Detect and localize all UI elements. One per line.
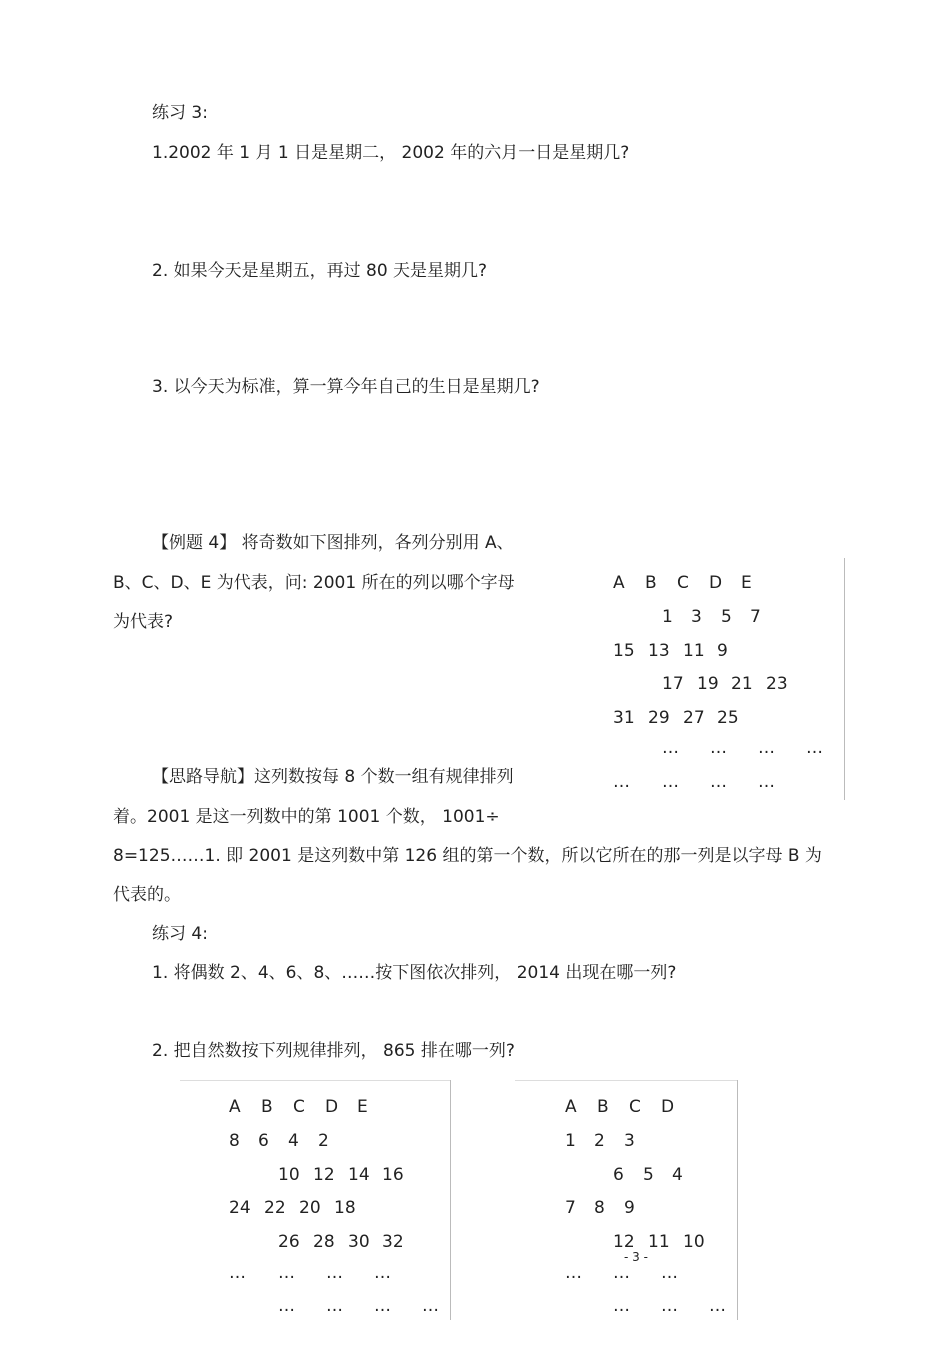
page-number: - 3 -: [624, 1250, 648, 1264]
table-cell: 20: [299, 1198, 321, 1218]
col-header-b: B: [261, 1097, 273, 1117]
table-cell: …: [661, 1263, 678, 1283]
table-cell: 24: [229, 1198, 251, 1218]
guide-line-4: 代表的。: [113, 885, 181, 905]
practice4-heading: 练习 4:: [152, 924, 208, 944]
table-cell: 28: [313, 1232, 335, 1252]
table-cell: 6: [613, 1165, 624, 1185]
table-cell: …: [613, 772, 630, 792]
col-header-e: E: [741, 573, 752, 593]
table-cell: 9: [624, 1198, 635, 1218]
table-cell: 15: [613, 641, 635, 661]
col-header-a: A: [613, 573, 625, 593]
col-header-a: A: [565, 1097, 577, 1117]
table-cell: …: [662, 738, 679, 758]
table-cell: 29: [648, 708, 670, 728]
table-cell: …: [229, 1263, 246, 1283]
table-cell: 5: [721, 607, 732, 627]
table-cell: 16: [382, 1165, 404, 1185]
table-cell: …: [613, 1263, 630, 1283]
table-cell: …: [709, 1296, 726, 1316]
table-cell: 9: [717, 641, 728, 661]
table-cell: 1: [565, 1131, 576, 1151]
table-cell: 3: [691, 607, 702, 627]
table-cell: …: [374, 1296, 391, 1316]
table-cell: 10: [278, 1165, 300, 1185]
table-cell: …: [661, 1296, 678, 1316]
table-cell: 11: [683, 641, 705, 661]
table-cell: …: [662, 772, 679, 792]
table-cell: …: [278, 1263, 295, 1283]
table-cell: 5: [643, 1165, 654, 1185]
table-cell: …: [758, 738, 775, 758]
table-cell: 18: [334, 1198, 356, 1218]
col-header-b: B: [645, 573, 657, 593]
table-cell: 14: [348, 1165, 370, 1185]
table-cell: 19: [697, 674, 719, 694]
table-cell: 30: [348, 1232, 370, 1252]
table-cell: 7: [750, 607, 761, 627]
practice3-question-2: 2. 如果今天是星期五，再过 80 天是星期几?: [152, 261, 488, 281]
table-cell: 23: [766, 674, 788, 694]
right-table-top-border: [515, 1080, 737, 1081]
example4-line-1: 【例题 4】 将奇数如下图排列，各列分别用 A、: [152, 533, 514, 553]
table-cell: 8: [229, 1131, 240, 1151]
col-header-c: C: [677, 573, 689, 593]
table-cell: …: [422, 1296, 439, 1316]
practice3-question-1: 1.2002 年 1 月 1 日是星期二， 2002 年的六月一日是星期几?: [152, 143, 630, 163]
table-cell: …: [374, 1263, 391, 1283]
table-cell: 25: [717, 708, 739, 728]
table-cell: …: [710, 738, 727, 758]
table-cell: 4: [288, 1131, 299, 1151]
col-header-a: A: [229, 1097, 241, 1117]
table-cell: …: [613, 1296, 630, 1316]
table-cell: 10: [683, 1232, 705, 1252]
table-cell: 13: [648, 641, 670, 661]
col-header-c: C: [293, 1097, 305, 1117]
guide-line-1: 【思路导航】这列数按每 8 个数一组有规律排列: [152, 767, 514, 787]
table-cell: 27: [683, 708, 705, 728]
right-table-right-border: [737, 1080, 738, 1320]
table-cell: 8: [594, 1198, 605, 1218]
table-cell: …: [565, 1263, 582, 1283]
table-cell: 3: [624, 1131, 635, 1151]
table-cell: 32: [382, 1232, 404, 1252]
table-cell: 1: [662, 607, 673, 627]
table-cell: …: [806, 738, 823, 758]
table-cell: …: [326, 1263, 343, 1283]
table-cell: 11: [648, 1232, 670, 1252]
col-header-e: E: [357, 1097, 368, 1117]
table-cell: 31: [613, 708, 635, 728]
table-cell: 12: [613, 1232, 635, 1252]
table-cell: …: [710, 772, 727, 792]
table-cell: 6: [258, 1131, 269, 1151]
guide-line-3: 8=125……1. 即 2001 是这列数中第 126 组的第一个数，所以它所在的那一列是以字母 B 为: [113, 846, 822, 866]
practice3-question-3: 3. 以今天为标准，算一算今年自己的生日是星期几?: [152, 377, 540, 397]
col-header-d: D: [709, 573, 723, 593]
table-cell: 12: [313, 1165, 335, 1185]
table-cell: 7: [565, 1198, 576, 1218]
col-header-b: B: [597, 1097, 609, 1117]
table-cell: 2: [594, 1131, 605, 1151]
example4-table-border: [844, 558, 845, 800]
table-cell: …: [758, 772, 775, 792]
table-cell: 2: [318, 1131, 329, 1151]
example4-line-2: B、C、D、E 为代表，问: 2001 所在的列以哪个字母: [113, 573, 515, 593]
col-header-c: C: [629, 1097, 641, 1117]
table-cell: 17: [662, 674, 684, 694]
left-table-top-border: [180, 1080, 450, 1081]
practice4-question-1: 1. 将偶数 2、4、6、8、……按下图依次排列， 2014 出现在哪一列?: [152, 963, 677, 983]
table-cell: 4: [672, 1165, 683, 1185]
left-table-right-border: [450, 1080, 451, 1320]
table-cell: …: [278, 1296, 295, 1316]
practice4-question-2: 2. 把自然数按下列规律排列， 865 排在哪一列?: [152, 1041, 515, 1061]
table-cell: 21: [731, 674, 753, 694]
table-cell: …: [326, 1296, 343, 1316]
example4-line-3: 为代表?: [113, 612, 174, 632]
col-header-d: D: [661, 1097, 675, 1117]
table-cell: 22: [264, 1198, 286, 1218]
practice3-heading: 练习 3:: [152, 103, 208, 123]
guide-line-2: 着。2001 是这一列数中的第 1001 个数， 1001÷: [113, 807, 500, 827]
col-header-d: D: [325, 1097, 339, 1117]
table-cell: 26: [278, 1232, 300, 1252]
